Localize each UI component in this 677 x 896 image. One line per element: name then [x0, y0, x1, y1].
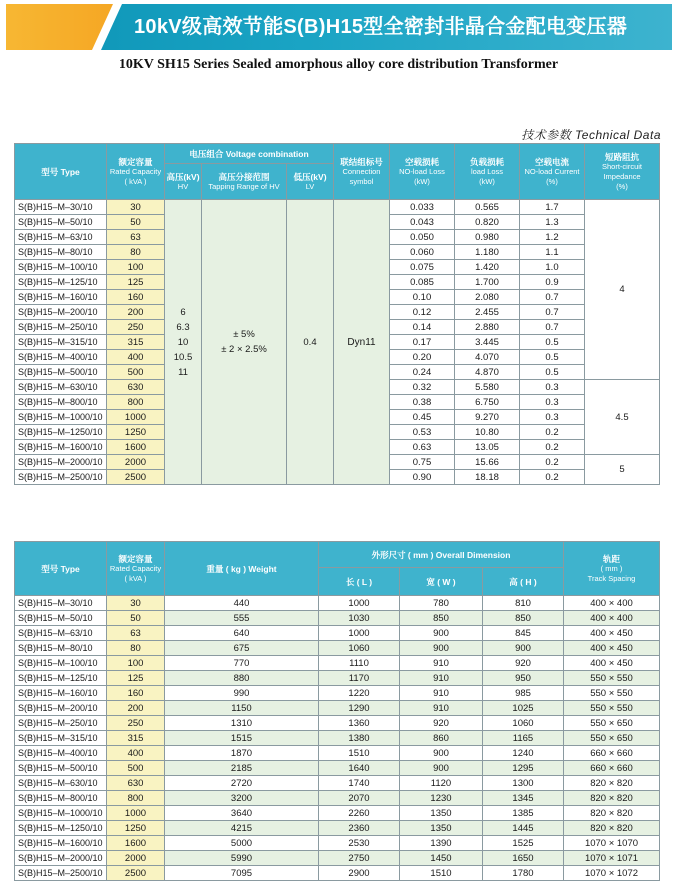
table-row: [15, 701, 660, 716]
header-voltage-combination: 电压组合 Voltage combination: [165, 144, 334, 164]
capacity-cell: 1250: [107, 821, 165, 836]
header-weight: 重量 ( kg ) Weight: [165, 542, 319, 596]
load-loss-cell: 0.565: [455, 200, 520, 215]
capacity-cell: 63: [107, 626, 165, 641]
model-cell: S(B)H15–M–630/10: [15, 380, 107, 395]
noload-current-cell: 0.7: [520, 290, 585, 305]
header-tapping-range: 高压分接范围 Tapping Range of HV: [202, 164, 287, 200]
width-cell: 1230: [400, 791, 483, 806]
weight-cell: 990: [165, 686, 319, 701]
header-lv: 低压(kV) LV: [287, 164, 334, 200]
load-loss-cell: 2.880: [455, 320, 520, 335]
technical-data-label: 技术参数 Technical Data: [521, 128, 661, 142]
header-width: 宽 ( W ): [400, 568, 483, 596]
capacity-cell: 50: [107, 215, 165, 230]
capacity-cell: 1250: [107, 425, 165, 440]
load-loss-cell: 2.455: [455, 305, 520, 320]
width-cell: 780: [400, 596, 483, 611]
noload-loss-cell: 0.53: [390, 425, 455, 440]
weight-cell: 770: [165, 656, 319, 671]
track-spacing-cell: 820 × 820: [564, 821, 660, 836]
capacity-cell: 500: [107, 761, 165, 776]
noload-loss-cell: 0.38: [390, 395, 455, 410]
header-load-loss: 负载损耗 load Loss (kW): [455, 144, 520, 200]
model-cell: S(B)H15–M–400/10: [15, 746, 107, 761]
noload-loss-cell: 0.060: [390, 245, 455, 260]
header-connection: 联结组标号 Connection symbol: [334, 144, 390, 200]
header-noload-loss: 空载损耗 NO-load Loss (kW): [390, 144, 455, 200]
table-row: [15, 641, 660, 656]
model-cell: S(B)H15–M–315/10: [15, 731, 107, 746]
width-cell: 910: [400, 686, 483, 701]
model-cell: S(B)H15–M–500/10: [15, 365, 107, 380]
noload-loss-cell: 0.32: [390, 380, 455, 395]
height-cell: 845: [483, 626, 564, 641]
noload-current-cell: 0.2: [520, 425, 585, 440]
header-impedance: 短路阻抗 Short-circuit Impedance (%): [585, 144, 660, 200]
track-spacing-cell: 550 × 550: [564, 686, 660, 701]
table-row: [15, 200, 660, 215]
model-cell: S(B)H15–M–125/10: [15, 671, 107, 686]
weight-cell: 3640: [165, 806, 319, 821]
load-loss-cell: 1.180: [455, 245, 520, 260]
header-noload-current: 空载电流 NO-load Current (%): [520, 144, 585, 200]
width-cell: 910: [400, 656, 483, 671]
model-cell: S(B)H15–M–1600/10: [15, 440, 107, 455]
height-cell: 985: [483, 686, 564, 701]
length-cell: 2900: [319, 866, 400, 881]
tapping-cell: [202, 200, 287, 485]
model-cell: S(B)H15–M–1250/10: [15, 821, 107, 836]
table-row: [15, 821, 660, 836]
track-spacing-cell: 550 × 550: [564, 671, 660, 686]
model-cell: S(B)H15–M–800/10: [15, 791, 107, 806]
height-cell: 1240: [483, 746, 564, 761]
capacity-cell: 80: [107, 641, 165, 656]
technical-data-table: [14, 143, 660, 485]
connection-cell: Dyn11: [334, 200, 390, 485]
table-row: [15, 671, 660, 686]
height-cell: 1060: [483, 716, 564, 731]
model-cell: S(B)H15–M–30/10: [15, 596, 107, 611]
weight-cell: 2185: [165, 761, 319, 776]
model-cell: S(B)H15–M–100/10: [15, 260, 107, 275]
width-cell: 900: [400, 641, 483, 656]
height-cell: 1385: [483, 806, 564, 821]
noload-current-cell: 0.7: [520, 305, 585, 320]
weight-cell: 640: [165, 626, 319, 641]
track-spacing-cell: 1070 × 1072: [564, 866, 660, 881]
header-length: 长 ( L ): [319, 568, 400, 596]
length-cell: 1640: [319, 761, 400, 776]
model-cell: S(B)H15–M–63/10: [15, 230, 107, 245]
track-spacing-cell: 820 × 820: [564, 776, 660, 791]
capacity-cell: 160: [107, 686, 165, 701]
length-cell: 2360: [319, 821, 400, 836]
model-cell: S(B)H15–M–125/10: [15, 275, 107, 290]
model-cell: S(B)H15–M–80/10: [15, 641, 107, 656]
header-overall-dimension: 外形尺寸 ( mm ) Overall Dimension: [319, 542, 564, 568]
hv-value: 11: [178, 366, 188, 378]
model-cell: S(B)H15–M–630/10: [15, 776, 107, 791]
noload-current-cell: 0.5: [520, 335, 585, 350]
table-row: [15, 761, 660, 776]
noload-current-cell: 1.0: [520, 260, 585, 275]
capacity-cell: 400: [107, 350, 165, 365]
track-spacing-cell: 550 × 550: [564, 701, 660, 716]
table-row: [15, 731, 660, 746]
capacity-cell: 200: [107, 305, 165, 320]
capacity-cell: 63: [107, 230, 165, 245]
weight-cell: 675: [165, 641, 319, 656]
height-cell: 810: [483, 596, 564, 611]
track-spacing-cell: 660 × 660: [564, 761, 660, 776]
width-cell: 910: [400, 671, 483, 686]
weight-cell: 1310: [165, 716, 319, 731]
impedance-cell: 4.5: [585, 380, 660, 455]
noload-current-cell: 0.3: [520, 410, 585, 425]
height-cell: 1445: [483, 821, 564, 836]
weight-cell: 5990: [165, 851, 319, 866]
model-cell: S(B)H15–M–63/10: [15, 626, 107, 641]
track-spacing-cell: 820 × 820: [564, 791, 660, 806]
track-spacing-cell: 550 × 650: [564, 731, 660, 746]
capacity-cell: 1000: [107, 806, 165, 821]
capacity-cell: 30: [107, 200, 165, 215]
weight-cell: 555: [165, 611, 319, 626]
length-cell: 1360: [319, 716, 400, 731]
model-cell: S(B)H15–M–1600/10: [15, 836, 107, 851]
noload-loss-cell: 0.033: [390, 200, 455, 215]
hv-value: 6.3: [176, 321, 190, 333]
load-loss-cell: 3.445: [455, 335, 520, 350]
length-cell: 1290: [319, 701, 400, 716]
model-cell: S(B)H15–M–100/10: [15, 656, 107, 671]
noload-current-cell: 0.7: [520, 320, 585, 335]
width-cell: 1390: [400, 836, 483, 851]
table-row: [15, 776, 660, 791]
capacity-cell: 630: [107, 776, 165, 791]
weight-cell: 880: [165, 671, 319, 686]
load-loss-cell: 2.080: [455, 290, 520, 305]
capacity-cell: 1600: [107, 440, 165, 455]
capacity-cell: 800: [107, 395, 165, 410]
capacity-cell: 50: [107, 611, 165, 626]
model-cell: S(B)H15–M–800/10: [15, 395, 107, 410]
weight-cell: 1515: [165, 731, 319, 746]
model-cell: S(B)H15–M–50/10: [15, 611, 107, 626]
table-row: [15, 806, 660, 821]
noload-loss-cell: 0.10: [390, 290, 455, 305]
table-row: [15, 836, 660, 851]
noload-loss-cell: 0.12: [390, 305, 455, 320]
capacity-cell: 80: [107, 245, 165, 260]
width-cell: 1510: [400, 866, 483, 881]
load-loss-cell: 0.980: [455, 230, 520, 245]
capacity-cell: 630: [107, 380, 165, 395]
height-cell: 1300: [483, 776, 564, 791]
length-cell: 1170: [319, 671, 400, 686]
length-cell: 1030: [319, 611, 400, 626]
load-loss-cell: 5.580: [455, 380, 520, 395]
length-cell: 1740: [319, 776, 400, 791]
weight-cell: 1870: [165, 746, 319, 761]
capacity-cell: 315: [107, 335, 165, 350]
noload-current-cell: 0.2: [520, 455, 585, 470]
length-cell: 2070: [319, 791, 400, 806]
header-capacity-2: 额定容量 Rated Capacity ( kVA ): [107, 542, 165, 596]
height-cell: 1345: [483, 791, 564, 806]
noload-loss-cell: 0.085: [390, 275, 455, 290]
model-cell: S(B)H15–M–2000/10: [15, 851, 107, 866]
model-cell: S(B)H15–M–2500/10: [15, 470, 107, 485]
tapping-value: ± 5%: [233, 329, 255, 340]
width-cell: 1350: [400, 821, 483, 836]
model-cell: S(B)H15–M–2500/10: [15, 866, 107, 881]
noload-current-cell: 1.3: [520, 215, 585, 230]
noload-current-cell: 0.2: [520, 440, 585, 455]
track-spacing-cell: 660 × 660: [564, 746, 660, 761]
header-model-2: 型号 Type: [15, 542, 107, 596]
hv-cell: [165, 200, 202, 485]
capacity-cell: 250: [107, 320, 165, 335]
noload-current-cell: 1.2: [520, 230, 585, 245]
length-cell: 1060: [319, 641, 400, 656]
capacity-cell: 2500: [107, 470, 165, 485]
table-row: [15, 746, 660, 761]
table-row: [15, 866, 660, 881]
capacity-cell: 800: [107, 791, 165, 806]
table-row: [15, 851, 660, 866]
height-cell: 1525: [483, 836, 564, 851]
width-cell: 900: [400, 761, 483, 776]
height-cell: 1780: [483, 866, 564, 881]
model-cell: S(B)H15–M–1250/10: [15, 425, 107, 440]
capacity-cell: 400: [107, 746, 165, 761]
noload-current-cell: 0.2: [520, 470, 585, 485]
capacity-cell: 160: [107, 290, 165, 305]
capacity-cell: 200: [107, 701, 165, 716]
capacity-cell: 2500: [107, 866, 165, 881]
capacity-cell: 2000: [107, 851, 165, 866]
noload-loss-cell: 0.050: [390, 230, 455, 245]
weight-cell: 4215: [165, 821, 319, 836]
load-loss-cell: 9.270: [455, 410, 520, 425]
noload-current-cell: 1.1: [520, 245, 585, 260]
load-loss-cell: 6.750: [455, 395, 520, 410]
model-cell: S(B)H15–M–2000/10: [15, 455, 107, 470]
noload-current-cell: 0.5: [520, 350, 585, 365]
model-cell: S(B)H15–M–250/10: [15, 320, 107, 335]
noload-current-cell: 0.3: [520, 395, 585, 410]
noload-current-cell: 0.5: [520, 365, 585, 380]
width-cell: 1350: [400, 806, 483, 821]
load-loss-cell: 18.18: [455, 470, 520, 485]
capacity-cell: 100: [107, 260, 165, 275]
table-row: [15, 596, 660, 611]
length-cell: 1110: [319, 656, 400, 671]
capacity-cell: 315: [107, 731, 165, 746]
load-loss-cell: 0.820: [455, 215, 520, 230]
model-cell: S(B)H15–M–1000/10: [15, 806, 107, 821]
width-cell: 920: [400, 716, 483, 731]
weight-cell: 7095: [165, 866, 319, 881]
impedance-cell: 5: [585, 455, 660, 485]
track-spacing-cell: 400 × 450: [564, 641, 660, 656]
model-cell: S(B)H15–M–80/10: [15, 245, 107, 260]
noload-loss-cell: 0.14: [390, 320, 455, 335]
model-cell: S(B)H15–M–315/10: [15, 335, 107, 350]
noload-loss-cell: 0.043: [390, 215, 455, 230]
page-subtitle: 10KV SH15 Series Sealed amorphous alloy core distribution Transformer: [118, 57, 559, 72]
width-cell: 1120: [400, 776, 483, 791]
width-cell: 900: [400, 746, 483, 761]
header-track-spacing: 轨距 ( mm ) Track Spacing: [564, 542, 660, 596]
noload-loss-cell: 0.17: [390, 335, 455, 350]
load-loss-cell: 4.070: [455, 350, 520, 365]
capacity-cell: 125: [107, 671, 165, 686]
header-height: 高 ( H ): [483, 568, 564, 596]
length-cell: 1510: [319, 746, 400, 761]
height-cell: 1025: [483, 701, 564, 716]
table-row: [15, 686, 660, 701]
weight-cell: 2720: [165, 776, 319, 791]
noload-current-cell: 1.7: [520, 200, 585, 215]
weight-cell: 3200: [165, 791, 319, 806]
track-spacing-cell: 820 × 820: [564, 806, 660, 821]
length-cell: 2260: [319, 806, 400, 821]
model-cell: S(B)H15–M–1000/10: [15, 410, 107, 425]
noload-loss-cell: 0.24: [390, 365, 455, 380]
weight-cell: 440: [165, 596, 319, 611]
capacity-cell: 30: [107, 596, 165, 611]
height-cell: 950: [483, 671, 564, 686]
width-cell: 910: [400, 701, 483, 716]
header-hv: 高压(kV) HV: [165, 164, 202, 200]
header-capacity: 额定容量 Rated Capacity ( kVA ): [107, 144, 165, 200]
length-cell: 1220: [319, 686, 400, 701]
length-cell: 1380: [319, 731, 400, 746]
width-cell: 900: [400, 626, 483, 641]
table-row: [15, 791, 660, 806]
header-model: 型号 Type: [15, 144, 107, 200]
track-spacing-cell: 1070 × 1071: [564, 851, 660, 866]
load-loss-cell: 13.05: [455, 440, 520, 455]
height-cell: 1295: [483, 761, 564, 776]
capacity-cell: 250: [107, 716, 165, 731]
dimension-table: [14, 541, 660, 881]
model-cell: S(B)H15–M–200/10: [15, 305, 107, 320]
width-cell: 1450: [400, 851, 483, 866]
noload-loss-cell: 0.20: [390, 350, 455, 365]
table-row: [15, 626, 660, 641]
height-cell: 1650: [483, 851, 564, 866]
length-cell: 1000: [319, 626, 400, 641]
length-cell: 2530: [319, 836, 400, 851]
track-spacing-cell: 400 × 450: [564, 656, 660, 671]
tapping-value: ± 2 × 2.5%: [221, 344, 267, 355]
noload-loss-cell: 0.90: [390, 470, 455, 485]
table-row: [15, 611, 660, 626]
height-cell: 1165: [483, 731, 564, 746]
hv-value: 10.5: [173, 351, 193, 363]
length-cell: 1000: [319, 596, 400, 611]
height-cell: 850: [483, 611, 564, 626]
hv-value: 10: [177, 336, 189, 348]
model-cell: S(B)H15–M–160/10: [15, 290, 107, 305]
model-cell: S(B)H15–M–160/10: [15, 686, 107, 701]
load-loss-cell: 1.700: [455, 275, 520, 290]
model-cell: S(B)H15–M–250/10: [15, 716, 107, 731]
table-row: [15, 716, 660, 731]
width-cell: 860: [400, 731, 483, 746]
model-cell: S(B)H15–M–500/10: [15, 761, 107, 776]
track-spacing-cell: 400 × 400: [564, 611, 660, 626]
model-cell: S(B)H15–M–30/10: [15, 200, 107, 215]
capacity-cell: 125: [107, 275, 165, 290]
title-banner: [6, 4, 672, 50]
hv-value: 6: [180, 306, 186, 318]
noload-loss-cell: 0.63: [390, 440, 455, 455]
impedance-cell: 4: [585, 200, 660, 380]
capacity-cell: 2000: [107, 455, 165, 470]
track-spacing-cell: 1070 × 1070: [564, 836, 660, 851]
load-loss-cell: 1.420: [455, 260, 520, 275]
load-loss-cell: 10.80: [455, 425, 520, 440]
track-spacing-cell: 400 × 400: [564, 596, 660, 611]
model-cell: S(B)H15–M–50/10: [15, 215, 107, 230]
table-row: [15, 656, 660, 671]
capacity-cell: 1600: [107, 836, 165, 851]
load-loss-cell: 15.66: [455, 455, 520, 470]
width-cell: 850: [400, 611, 483, 626]
track-spacing-cell: 550 × 650: [564, 716, 660, 731]
lv-cell: 0.4: [287, 200, 334, 485]
noload-loss-cell: 0.45: [390, 410, 455, 425]
model-cell: S(B)H15–M–200/10: [15, 701, 107, 716]
height-cell: 900: [483, 641, 564, 656]
noload-current-cell: 0.9: [520, 275, 585, 290]
track-spacing-cell: 400 × 450: [564, 626, 660, 641]
noload-loss-cell: 0.75: [390, 455, 455, 470]
capacity-cell: 1000: [107, 410, 165, 425]
height-cell: 920: [483, 656, 564, 671]
page-title: 10kV级高效节能S(B)H15型全密封非晶合金配电变压器: [134, 16, 628, 38]
weight-cell: 1150: [165, 701, 319, 716]
capacity-cell: 500: [107, 365, 165, 380]
noload-current-cell: 0.3: [520, 380, 585, 395]
model-cell: S(B)H15–M–400/10: [15, 350, 107, 365]
noload-loss-cell: 0.075: [390, 260, 455, 275]
capacity-cell: 100: [107, 656, 165, 671]
length-cell: 2750: [319, 851, 400, 866]
weight-cell: 5000: [165, 836, 319, 851]
load-loss-cell: 4.870: [455, 365, 520, 380]
